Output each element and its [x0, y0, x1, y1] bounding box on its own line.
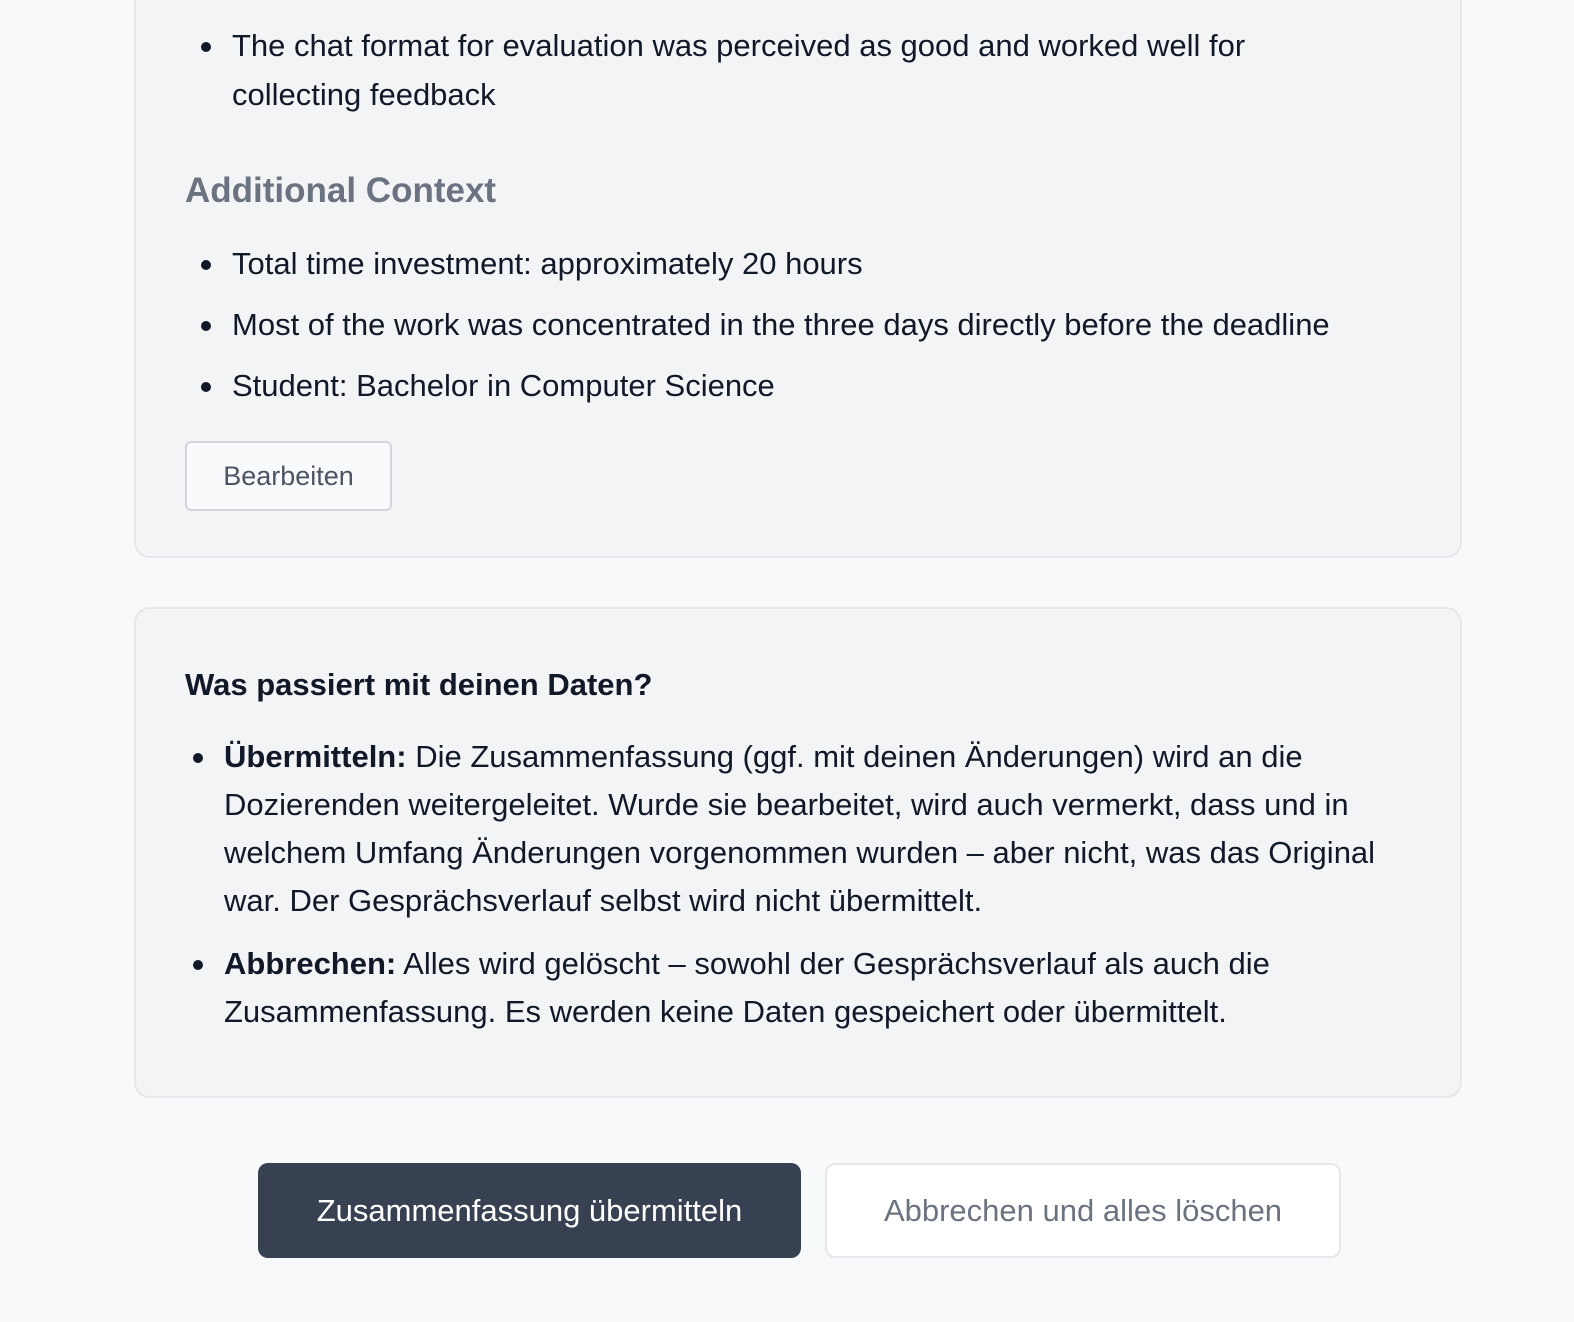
feedback-item: The chat format for evaluation was perceived as good and worked well for collecting feedback [232, 21, 1342, 119]
data-info-text: Alles wird gelöscht – sowohl der Gesprächsverlauf als auch die Zusammenfassung. Es werden keine Daten gespeichert oder übermittelt. [224, 946, 1270, 1029]
submit-summary-button[interactable]: Zusammenfassung übermitteln [258, 1163, 801, 1258]
context-item: Total time investment: approximately 20 hours [232, 239, 863, 288]
context-item: Most of the work was concentrated in the three days directly before the deadline [232, 300, 1330, 349]
data-info-item-submit [224, 733, 1424, 925]
additional-context-heading: Additional Context [185, 171, 497, 210]
cancel-delete-button[interactable]: Abbrechen und alles löschen [825, 1163, 1341, 1258]
summary-card [134, 0, 1462, 558]
context-item: Student: Bachelor in Computer Science [232, 361, 775, 410]
data-info-title: Was passiert mit deinen Daten? [185, 667, 653, 702]
data-info-item-cancel [224, 940, 1424, 1036]
data-info-text: Die Zusammenfassung (ggf. mit deinen Änderungen) wird an die Dozierenden weitergeleitet. Wurde sie bearbeitet, wird auch vermerkt, dass und in welchem Umfang Änderungen vorgenommen wurden – aber nicht, was das Original war. Der Gesprächsverlauf selbst wird nicht übermittelt. [224, 739, 1376, 918]
data-info-term: Abbrechen: [224, 946, 397, 981]
data-info-card [134, 607, 1462, 1098]
edit-button[interactable]: Bearbeiten [185, 441, 392, 511]
data-info-term: Übermitteln: [224, 739, 407, 774]
